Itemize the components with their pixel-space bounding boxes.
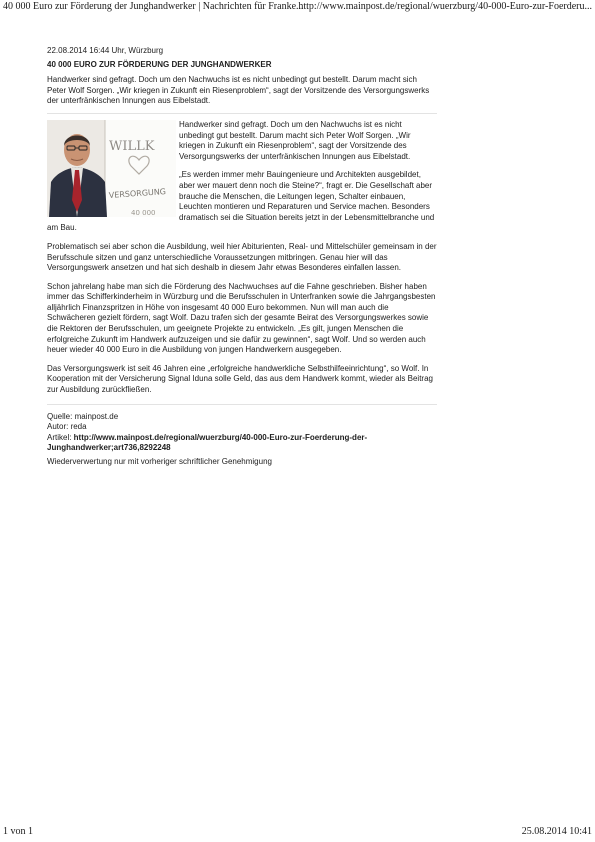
reuse-note: Wiederverwertung nur mit vorheriger schriftlicher Genehmigung	[47, 457, 272, 466]
author-line: Autor: reda	[47, 422, 87, 432]
article-dateline: 22.08.2014 16:44 Uhr, Würzburg	[47, 46, 164, 55]
article-paragraph: Handwerker sind gefragt. Doch um den Nachwuchs ist es nicht unbedingt gut bestellt. Darum macht sich Peter Wolf Sorgen. „Wir kriegen in Zukunft ein Riesenproblem“, sagt der Vorsitzende des Versorgungswerks der unterfränkischen Innungen aus Eibelstadt.	[179, 119, 411, 161]
article-meta	[47, 412, 437, 468]
separator-bottom	[47, 404, 437, 405]
article-link-label: Artikel:	[47, 432, 74, 442]
article-lead: Handwerker sind gefragt. Doch um den Nachwuchs ist es nicht unbedingt gut bestellt. Darum macht sich Peter Wolf Sorgen. „Wir kriegen in Zukunft ein Riesenproblem“, sagt der Vorsitzende des Versorgungswerks der unterfränkischen Innungen aus Eibelstadt.	[47, 75, 430, 106]
article-paragraph: „Es werden immer mehr Bauingenieure und Architekten ausgebildet, aber wer mauert denn noch die Steine?“, fragt er. Die Gesellschaft aber brauche die Menschen, die Leitungen legen, Schalter einbauen, Leuchten montieren und Reparaturen und Service machen. Besonders dramatisch sei die Situation bereits jetzt in der Lebensmittelbranche und am Bau.	[47, 170, 435, 233]
board-text-versorgung: VERSORGUNG	[108, 186, 167, 200]
source-line: Quelle: mainpost.de	[47, 411, 119, 421]
article-paragraph: Problematisch sei aber schon die Ausbildung, weil hier Abiturienten, Real- und Mittelschüler gemeinsam in der Berufsschule sitzen und ganz unterschiedliche Voraussetzungen mitbringen. Genau hier will das Versorgungswerk ansetzen und hat sich deshalb in diesem Jahr etwas Besonderes einfallen lassen.	[47, 241, 437, 273]
article-photo	[47, 120, 176, 217]
print-url: http://www.mainpost.de/regional/wuerzburg/40-000-Euro-zur-Foerderu...	[298, 1, 592, 12]
print-timestamp: 25.08.2014 10:41	[521, 826, 592, 837]
article-link[interactable]: http://www.mainpost.de/regional/wuerzburg/40-000-Euro-zur-Foerderung-der-Junghandwerker;art736,8292248	[47, 432, 368, 453]
article-photo-graphic	[47, 120, 176, 217]
article-link-line	[47, 433, 437, 454]
article-body	[47, 120, 437, 396]
board-text-welcome: WILLK	[109, 138, 155, 154]
separator-top	[47, 113, 437, 114]
print-footer	[3, 826, 592, 840]
print-page-title: 40 000 Euro zur Förderung der Junghandwerker | Nachrichten für Franke...	[3, 1, 304, 12]
article-paragraph: Das Versorgungswerk ist seit 46 Jahren eine „erfolgreiche handwerkliche Selbsthilfeeinrichtung“, so Wolf. In Kooperation mit der Versicherung Signal Iduna solle Geld, das aus dem Handwerk kommt, wieder als Beitrag zur Ausbildung zurückfließen.	[47, 363, 433, 395]
board-text-amount: 40 000	[131, 208, 156, 217]
article-paragraph: Schon jahrelang habe man sich die Förderung des Nachwuchses auf die Fahne geschrieben. Bisher haben immer das Schifferkinderheim in Würzburg und die Berufsschulen in Unterfranken sowie die Jahrgangsbesten alljährlich Finanzspritzen in Höhe von insgesamt 40 000 Euro bekommen. Nun will man auch die Schwächeren gezielt fördern, sagt Wolf. Dazu trafen sich der gesamte Beirat des Versorgungswerkes sowie die Rektoren der Berufsschulen, um geeignete Projekte zu entwickeln. „Es gilt, jungen Menschen die erfolgreiche Zukunft im Handwerk aufzuzeigen und sie dafür zu gewinnen“, sagt Wolf. Und so werden auch heuer wieder 40 000 Euro in die Ausbildung von jungen Handwerkern ausgegeben.	[47, 281, 436, 355]
print-header	[3, 1, 592, 15]
article-title: 40 000 EURO ZUR FÖRDERUNG DER JUNGHANDWERKER	[47, 59, 272, 69]
page-count: 1 von 1	[3, 826, 33, 837]
article-container	[47, 46, 437, 468]
